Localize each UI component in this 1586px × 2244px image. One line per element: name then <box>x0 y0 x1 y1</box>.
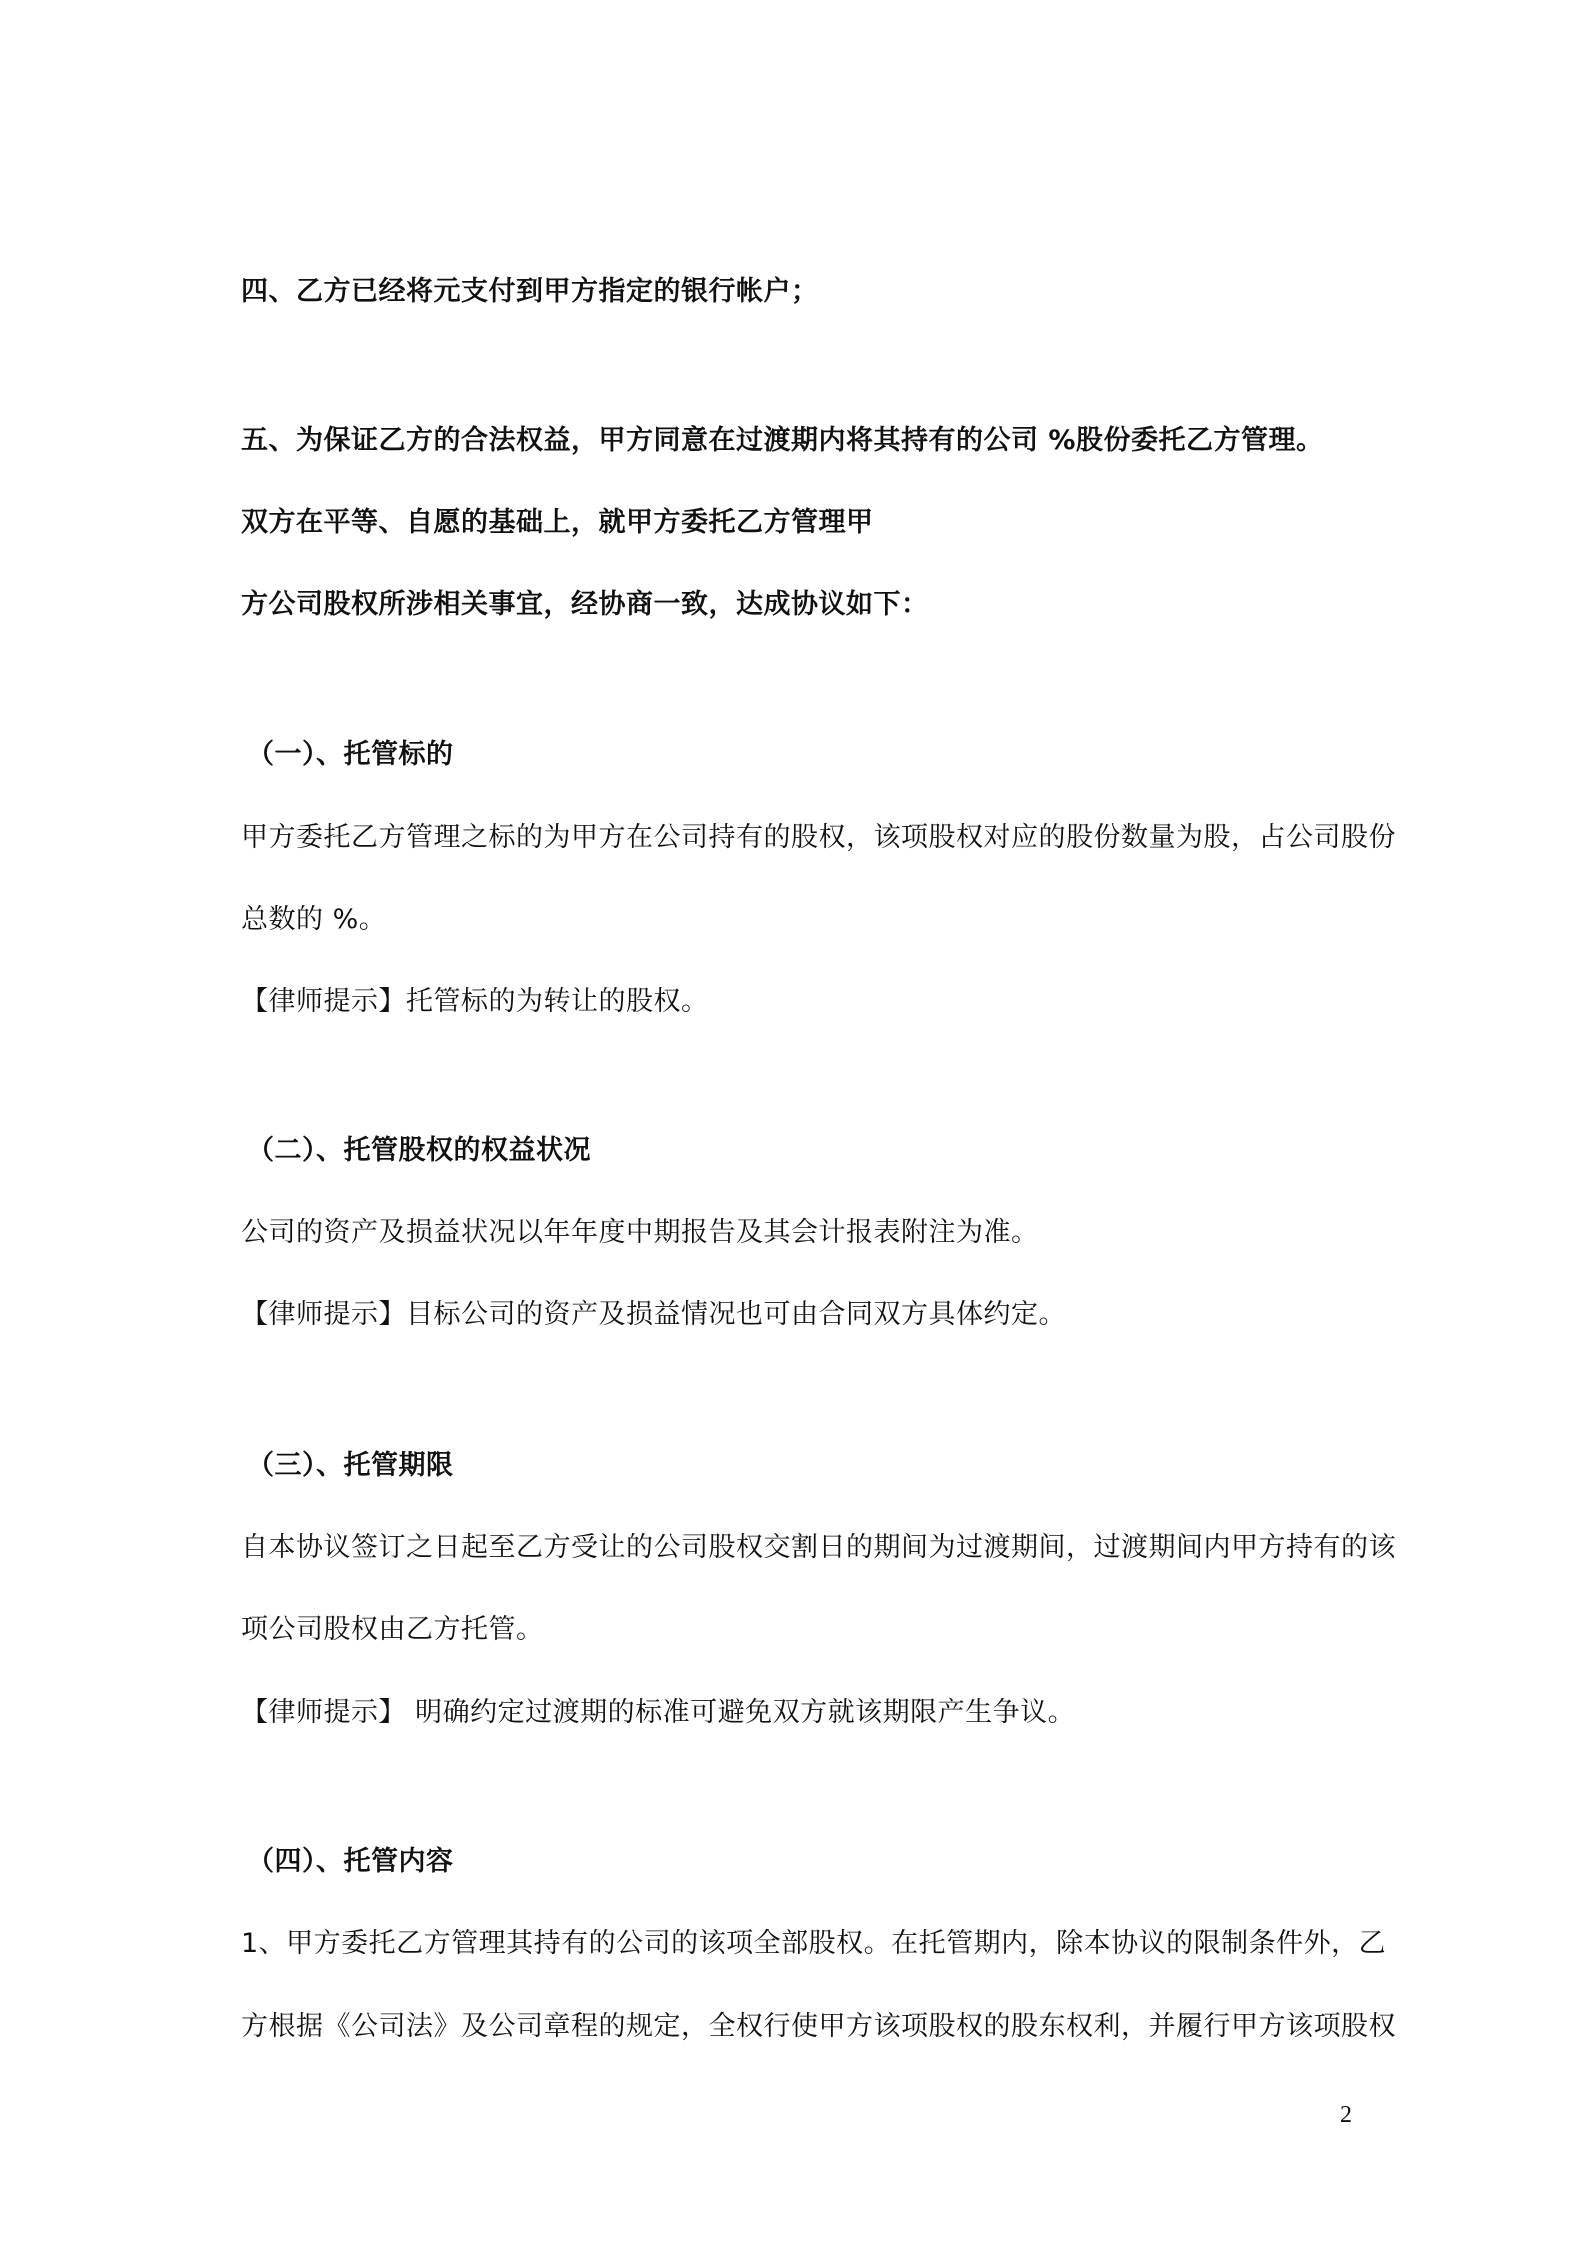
section-4-paragraph-line-1: 1、甲方委托乙方管理其持有的公司的该项全部股权。在托管期内，除本协议的限制条件外，乙 <box>241 1928 1387 1959</box>
section-1-paragraph-line-1: 甲方委托乙方管理之标的为甲方在公司持有的股权，该项股权对应的股份数量为股，占公司股份 <box>241 822 1396 853</box>
section-heading-3: （三）、托管期限 <box>247 1450 454 1481</box>
section-3-paragraph-line-2: 项公司股权由乙方托管。 <box>241 1614 544 1645</box>
section-1-lawyer-note: 【律师提示】托管标的为转让的股权。 <box>241 986 709 1017</box>
section-2-paragraph: 公司的资产及损益状况以年年度中期报告及其会计报表附注为准。 <box>241 1217 1039 1248</box>
section-3-paragraph-line-1: 自本协议签订之日起至乙方受让的公司股权交割日的期间为过渡期间，过渡期间内甲方持有的该 <box>241 1532 1396 1563</box>
section-heading-4: （四）、托管内容 <box>247 1846 454 1877</box>
section-1-paragraph-line-2: 总数的 %。 <box>241 904 387 935</box>
agreement-intro-line-2: 方公司股权所涉相关事宜，经协商一致，达成协议如下： <box>241 589 929 620</box>
section-heading-2: （二）、托管股权的权益状况 <box>247 1135 591 1166</box>
agreement-intro-line-1: 双方在平等、自愿的基础上，就甲方委托乙方管理甲 <box>241 507 874 538</box>
section-heading-1: （一）、托管标的 <box>247 739 454 770</box>
page-number: 2 <box>1340 2102 1352 2128</box>
clause-four-payment: 四、乙方已经将元支付到甲方指定的银行帐户； <box>241 276 819 307</box>
clause-five-entrustment: 五、为保证乙方的合法权益，甲方同意在过渡期内将其持有的公司 %股份委托乙方管理。 <box>241 425 1324 456</box>
section-4-paragraph-line-2: 方根据《公司法》及公司章程的规定，全权行使甲方该项股权的股东权利，并履行甲方该项股权 <box>241 2011 1396 2042</box>
section-2-lawyer-note: 【律师提示】目标公司的资产及损益情况也可由合同双方具体约定。 <box>241 1299 1066 1330</box>
section-3-lawyer-note: 【律师提示】 明确约定过渡期的标准可避免双方就该期限产生争议。 <box>241 1697 1076 1728</box>
